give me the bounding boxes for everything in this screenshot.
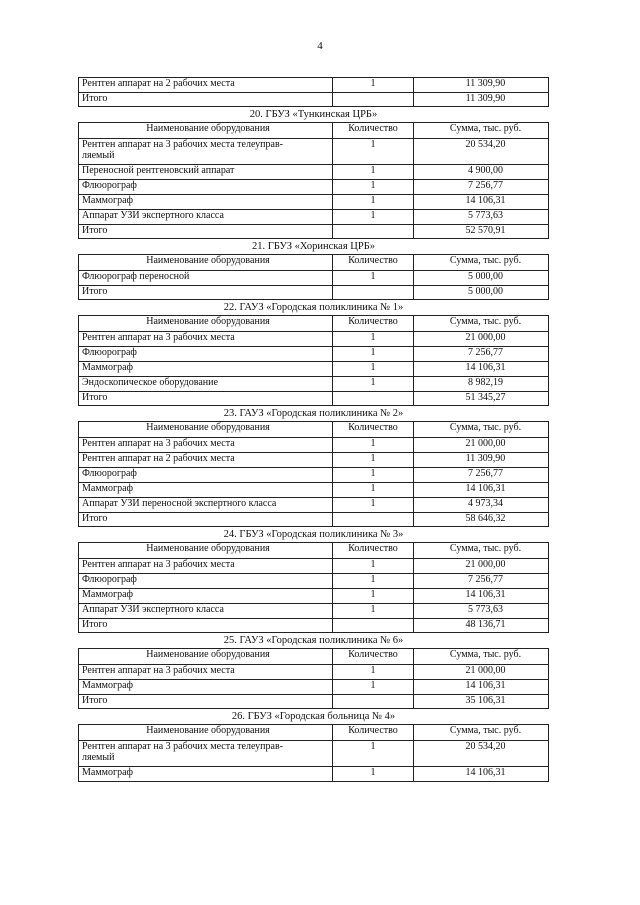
amount: 14 106,31 xyxy=(414,195,549,210)
amount: 14 106,31 xyxy=(414,362,549,377)
quantity: 1 xyxy=(333,165,414,180)
amount: 21 000,00 xyxy=(414,438,549,453)
quantity: 1 xyxy=(333,741,414,767)
section-title-row xyxy=(79,300,549,316)
column-header-qty: Количество xyxy=(333,725,414,741)
total-label: Итого xyxy=(79,392,333,406)
quantity: 1 xyxy=(333,483,414,498)
amount: 4 900,00 xyxy=(414,165,549,180)
section-title-row xyxy=(79,709,549,725)
equipment-name: Аппарат УЗИ экспертного класса xyxy=(79,604,333,619)
total-qty-empty xyxy=(333,695,414,709)
column-header-name: Наименование оборудования xyxy=(79,255,333,271)
table-row xyxy=(79,498,549,513)
equipment-name: Рентген аппарат на 3 рабочих места xyxy=(79,559,333,574)
column-header-sum: Сумма, тыс. руб. xyxy=(414,543,549,559)
column-header-name: Наименование оборудования xyxy=(79,543,333,559)
quantity: 1 xyxy=(333,665,414,680)
table-row xyxy=(79,377,549,392)
equipment-table-body xyxy=(79,78,549,782)
equipment-table xyxy=(78,77,549,782)
quantity: 1 xyxy=(333,210,414,225)
amount: 14 106,31 xyxy=(414,483,549,498)
column-header-name: Наименование оборудования xyxy=(79,422,333,438)
total-amount: 11 309,90 xyxy=(414,93,549,107)
equipment-name: Переносной рентгеновский аппарат xyxy=(79,165,333,180)
table-row xyxy=(79,180,549,195)
header-row xyxy=(79,123,549,139)
column-header-name: Наименование оборудования xyxy=(79,123,333,139)
equipment-name: Флюорограф xyxy=(79,347,333,362)
quantity: 1 xyxy=(333,589,414,604)
column-header-qty: Количество xyxy=(333,123,414,139)
table-row xyxy=(79,347,549,362)
column-header-qty: Количество xyxy=(333,543,414,559)
table-row xyxy=(79,665,549,680)
section-title-row xyxy=(79,239,549,255)
equipment-name: Рентген аппарат на 2 рабочих места xyxy=(79,78,333,93)
amount: 4 973,34 xyxy=(414,498,549,513)
table-row xyxy=(79,468,549,483)
amount: 7 256,77 xyxy=(414,574,549,589)
equipment-name: Флюорограф переносной xyxy=(79,271,333,286)
section-title-row xyxy=(79,633,549,649)
quantity: 1 xyxy=(333,78,414,93)
column-header-sum: Сумма, тыс. руб. xyxy=(414,123,549,139)
total-label: Итого xyxy=(79,93,333,107)
total-amount: 51 345,27 xyxy=(414,392,549,406)
column-header-qty: Количество xyxy=(333,255,414,271)
header-row xyxy=(79,649,549,665)
table-row xyxy=(79,453,549,468)
section-title: 25. ГАУЗ «Городская поликлиника № 6» xyxy=(223,635,404,646)
total-amount: 52 570,91 xyxy=(414,225,549,239)
equipment-name: Рентген аппарат на 3 рабочих места xyxy=(79,332,333,347)
table-row xyxy=(79,165,549,180)
amount: 20 534,20 xyxy=(414,741,549,767)
section-title: 24. ГБУЗ «Городская поликлиника № 3» xyxy=(223,529,404,540)
quantity: 1 xyxy=(333,767,414,782)
equipment-name: Рентген аппарат на 3 рабочих места xyxy=(79,665,333,680)
table-row xyxy=(79,574,549,589)
section-title: 23. ГАУЗ «Городская поликлиника № 2» xyxy=(223,408,404,419)
column-header-sum: Сумма, тыс. руб. xyxy=(414,316,549,332)
equipment-document xyxy=(78,77,548,782)
column-header-qty: Количество xyxy=(333,316,414,332)
equipment-name: Аппарат УЗИ переносной экспертного класса xyxy=(79,498,333,513)
section-title-row xyxy=(79,107,549,123)
table-row xyxy=(79,483,549,498)
equipment-name: Аппарат УЗИ экспертного класса xyxy=(79,210,333,225)
amount: 11 309,90 xyxy=(414,78,549,93)
amount: 21 000,00 xyxy=(414,559,549,574)
table-row xyxy=(79,438,549,453)
column-header-qty: Количество xyxy=(333,649,414,665)
page-number: 4 xyxy=(317,40,323,52)
table-row xyxy=(79,604,549,619)
quantity: 1 xyxy=(333,559,414,574)
quantity: 1 xyxy=(333,438,414,453)
total-amount: 35 106,31 xyxy=(414,695,549,709)
total-label: Итого xyxy=(79,513,333,527)
equipment-name: Флюорограф xyxy=(79,180,333,195)
total-qty-empty xyxy=(333,93,414,107)
equipment-name: Маммограф xyxy=(79,195,333,210)
table-row xyxy=(79,741,549,767)
quantity: 1 xyxy=(333,468,414,483)
header-row xyxy=(79,255,549,271)
quantity: 1 xyxy=(333,271,414,286)
total-qty-empty xyxy=(333,513,414,527)
total-row xyxy=(79,695,549,709)
equipment-name: Эндоскопическое оборудование xyxy=(79,377,333,392)
quantity: 1 xyxy=(333,362,414,377)
quantity: 1 xyxy=(333,453,414,468)
amount: 8 982,19 xyxy=(414,377,549,392)
section-title-row xyxy=(79,527,549,543)
table-row xyxy=(79,139,549,165)
total-label: Итого xyxy=(79,286,333,300)
total-row xyxy=(79,93,549,107)
equipment-name: Флюорограф xyxy=(79,574,333,589)
column-header-sum: Сумма, тыс. руб. xyxy=(414,725,549,741)
amount: 5 773,63 xyxy=(414,210,549,225)
quantity: 1 xyxy=(333,180,414,195)
table-row xyxy=(79,589,549,604)
equipment-name: Рентген аппарат на 3 рабочих места телеуправ- ляемый xyxy=(79,139,333,165)
amount: 11 309,90 xyxy=(414,453,549,468)
column-header-name: Наименование оборудования xyxy=(79,725,333,741)
total-qty-empty xyxy=(333,392,414,406)
quantity: 1 xyxy=(333,377,414,392)
amount: 7 256,77 xyxy=(414,347,549,362)
equipment-name: Рентген аппарат на 3 рабочих места телеуправ- ляемый xyxy=(79,741,333,767)
column-header-qty: Количество xyxy=(333,422,414,438)
table-row xyxy=(79,362,549,377)
equipment-name: Маммограф xyxy=(79,483,333,498)
section-title: 20. ГБУЗ «Тункинская ЦРБ» xyxy=(249,109,378,120)
quantity: 1 xyxy=(333,332,414,347)
total-label: Итого xyxy=(79,619,333,633)
quantity: 1 xyxy=(333,195,414,210)
amount: 20 534,20 xyxy=(414,139,549,165)
column-header-name: Наименование оборудования xyxy=(79,316,333,332)
total-amount: 48 136,71 xyxy=(414,619,549,633)
quantity: 1 xyxy=(333,680,414,695)
amount: 21 000,00 xyxy=(414,665,549,680)
header-row xyxy=(79,316,549,332)
total-qty-empty xyxy=(333,619,414,633)
amount: 5 773,63 xyxy=(414,604,549,619)
table-row xyxy=(79,332,549,347)
total-qty-empty xyxy=(333,225,414,239)
amount: 7 256,77 xyxy=(414,180,549,195)
column-header-sum: Сумма, тыс. руб. xyxy=(414,649,549,665)
section-title-row xyxy=(79,406,549,422)
amount: 5 000,00 xyxy=(414,271,549,286)
table-row xyxy=(79,210,549,225)
equipment-name: Рентген аппарат на 3 рабочих места xyxy=(79,438,333,453)
header-row xyxy=(79,543,549,559)
amount: 14 106,31 xyxy=(414,589,549,604)
amount: 21 000,00 xyxy=(414,332,549,347)
table-row xyxy=(79,680,549,695)
equipment-name: Маммограф xyxy=(79,680,333,695)
total-row xyxy=(79,619,549,633)
table-row xyxy=(79,559,549,574)
quantity: 1 xyxy=(333,498,414,513)
amount: 7 256,77 xyxy=(414,468,549,483)
quantity: 1 xyxy=(333,604,414,619)
total-amount: 5 000,00 xyxy=(414,286,549,300)
total-row xyxy=(79,225,549,239)
header-row xyxy=(79,422,549,438)
total-qty-empty xyxy=(333,286,414,300)
equipment-name: Маммограф xyxy=(79,362,333,377)
amount: 14 106,31 xyxy=(414,767,549,782)
total-label: Итого xyxy=(79,225,333,239)
total-label: Итого xyxy=(79,695,333,709)
header-row xyxy=(79,725,549,741)
total-amount: 58 646,32 xyxy=(414,513,549,527)
total-row xyxy=(79,513,549,527)
table-row xyxy=(79,767,549,782)
equipment-name: Маммограф xyxy=(79,767,333,782)
section-title: 22. ГАУЗ «Городская поликлиника № 1» xyxy=(223,302,404,313)
column-header-sum: Сумма, тыс. руб. xyxy=(414,255,549,271)
column-header-name: Наименование оборудования xyxy=(79,649,333,665)
equipment-name: Маммограф xyxy=(79,589,333,604)
quantity: 1 xyxy=(333,347,414,362)
section-title: 26. ГБУЗ «Городская больница № 4» xyxy=(231,711,396,722)
table-row xyxy=(79,271,549,286)
section-title: 21. ГБУЗ «Хоринская ЦРБ» xyxy=(252,241,375,252)
equipment-name: Флюорограф xyxy=(79,468,333,483)
equipment-name: Рентген аппарат на 2 рабочих места xyxy=(79,453,333,468)
column-header-sum: Сумма, тыс. руб. xyxy=(414,422,549,438)
table-row xyxy=(79,78,549,93)
total-row xyxy=(79,392,549,406)
amount: 14 106,31 xyxy=(414,680,549,695)
table-row xyxy=(79,195,549,210)
total-row xyxy=(79,286,549,300)
quantity: 1 xyxy=(333,139,414,165)
quantity: 1 xyxy=(333,574,414,589)
